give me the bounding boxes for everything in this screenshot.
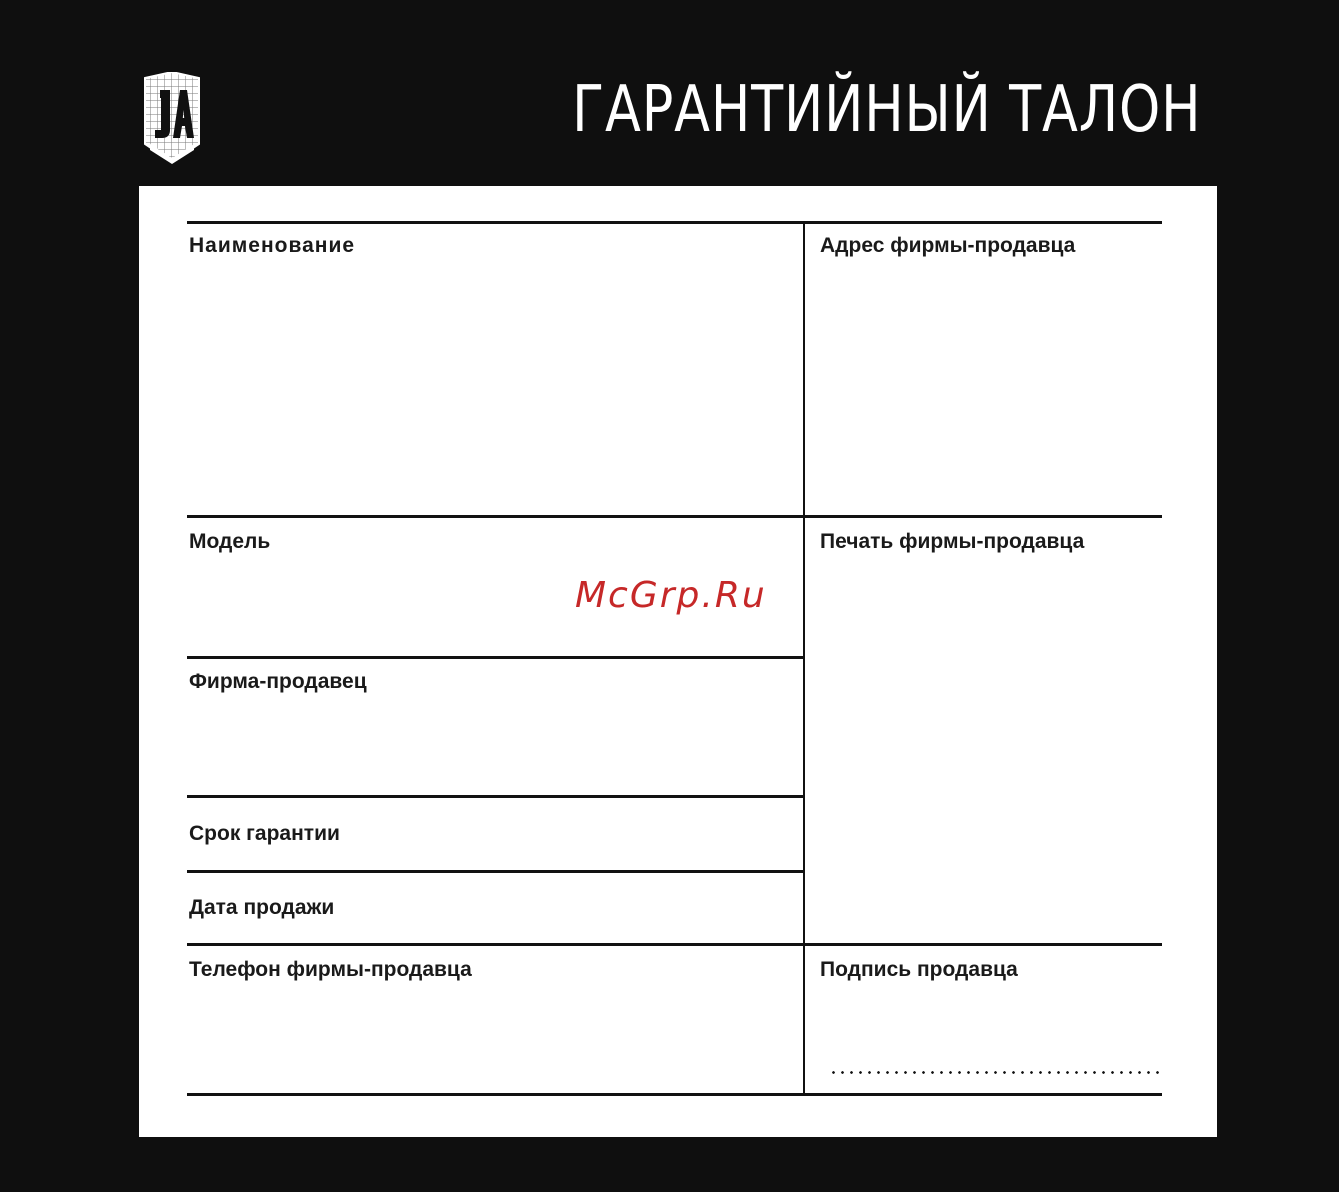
divider-vertical xyxy=(803,222,805,1095)
ja-shield-logo-icon xyxy=(143,72,201,164)
field-label-name: Наименование xyxy=(189,234,356,257)
divider-row-phone xyxy=(187,943,1162,946)
field-label-seller-phone: Телефон фирмы-продавца xyxy=(189,958,472,981)
divider-row-model xyxy=(187,515,1162,518)
page-title: ГАРАНТИЙНЫЙ ТАЛОН xyxy=(571,73,1201,147)
field-label-warranty-period: Срок гарантии xyxy=(189,822,340,845)
field-label-seller-stamp: Печать фирмы-продавца xyxy=(820,530,1085,553)
divider-bottom xyxy=(187,1093,1162,1096)
field-label-sale-date: Дата продажи xyxy=(189,896,335,919)
divider-top xyxy=(187,221,1162,224)
watermark: McGrp.Ru xyxy=(575,575,767,616)
signature-line xyxy=(829,1071,1163,1074)
logo xyxy=(143,72,201,164)
divider-row-warranty-period xyxy=(187,795,804,798)
field-label-model: Модель xyxy=(189,530,271,553)
field-label-seller-address: Адрес фирмы-продавца xyxy=(820,234,1076,257)
field-label-seller-firm: Фирма-продавец xyxy=(189,670,367,693)
divider-row-sale-date xyxy=(187,870,804,873)
field-label-seller-signature: Подпись продавца xyxy=(820,958,1018,981)
divider-row-seller-firm xyxy=(187,656,804,659)
warranty-card xyxy=(139,186,1217,1137)
